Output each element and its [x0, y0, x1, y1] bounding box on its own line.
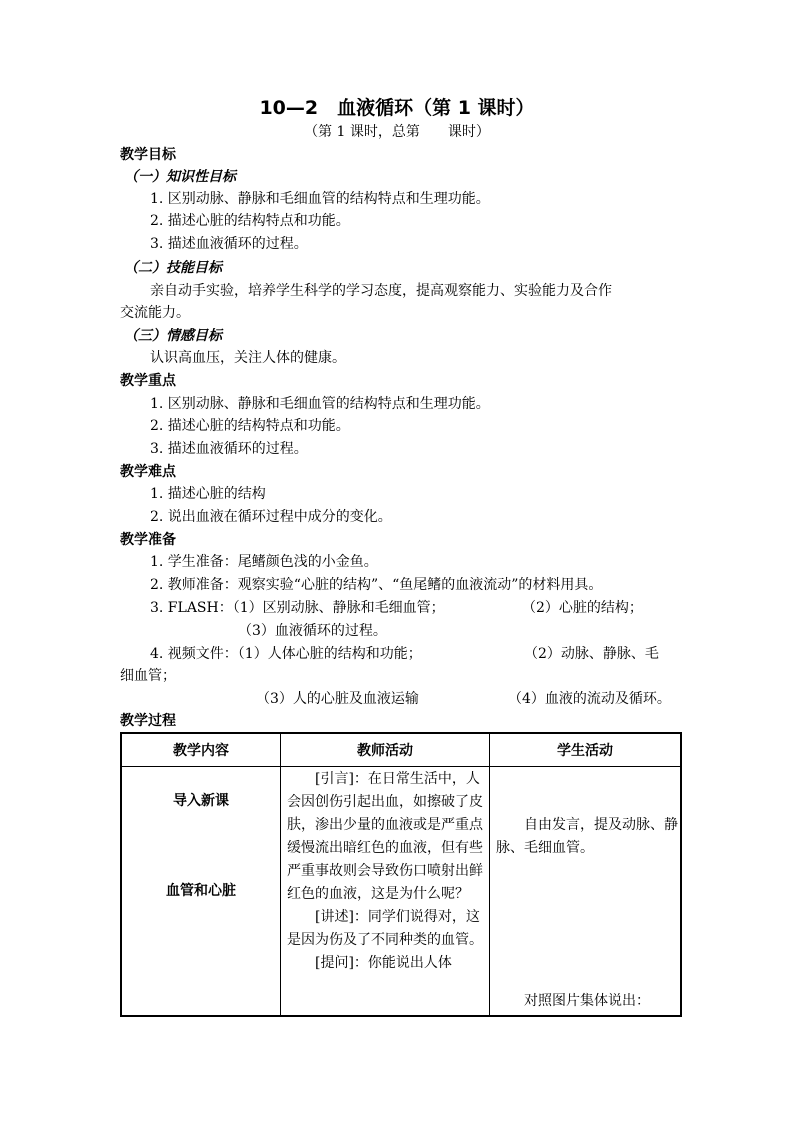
student-response-text	[496, 990, 678, 1013]
preparation-item-part: （2）动脉、静脉、毛	[524, 646, 659, 662]
student-response-text	[496, 814, 678, 860]
skill-objectives-text-cont: 交流能力。	[120, 305, 190, 321]
skill-objectives-text: 亲自动手实验，培养学生科学的学习态度，提高观察能力、实验能力及合作	[150, 283, 612, 299]
preparation-item: 2. 教师准备：观察实验“心脏的结构”、“鱼尾鳍的血液流动”的材料用具。	[150, 577, 603, 593]
preparation-item: 1. 学生准备：尾鳍颜色浅的小金鱼。	[150, 554, 378, 570]
student-activity-cell	[490, 767, 682, 1017]
process-table	[120, 732, 682, 1017]
objectives-heading: 教学目标	[120, 147, 176, 163]
preparation-heading: 教学准备	[120, 532, 176, 548]
page-title: 10—2 血液循环（第 1 课时）	[259, 97, 535, 119]
column-header-student: 学生活动	[490, 733, 682, 767]
teacher-activity-cell	[281, 767, 490, 1017]
knowledge-objectives-heading: （一）知识性目标	[124, 169, 236, 185]
preparation-item-part: （2）心脏的结构；	[522, 600, 643, 616]
knowledge-item: 3. 描述血液循环的过程。	[150, 236, 308, 252]
student-response-paragraph: 对照图片集体说出：	[524, 993, 650, 1009]
column-header-content: 教学内容	[121, 733, 281, 767]
knowledge-item: 1. 区别动脉、静脉和毛细血管的结构特点和生理功能。	[150, 191, 490, 207]
column-header-teacher: 教师活动	[281, 733, 490, 767]
knowledge-item: 2. 描述心脏的结构特点和功能。	[150, 213, 350, 229]
key-point-item: 2. 描述心脏的结构特点和功能。	[150, 418, 350, 434]
emotion-objectives-heading: （三）情感目标	[124, 328, 222, 344]
student-response-paragraph: 自由发言，提及动脉、静脉、毛细血管。	[496, 817, 678, 856]
teacher-narration-paragraph: [讲述]：同学们说得对，这是因为伤及了不同种类的血管。	[287, 909, 483, 948]
key-point-item: 1. 区别动脉、静脉和毛细血管的结构特点和生理功能。	[150, 396, 490, 412]
preparation-item-part: （4）血液的流动及循环。	[508, 691, 671, 707]
difficulties-heading: 教学难点	[120, 464, 176, 480]
teacher-question-paragraph: [提问]：你能说出人体	[315, 955, 452, 971]
page-subtitle: （第 1 课时，总第 课时）	[304, 124, 490, 140]
topic-vessels-heart: 血管和心脏	[166, 883, 236, 899]
teacher-activity-text	[287, 768, 485, 975]
preparation-item: 4. 视频文件：（1）人体心脏的结构和功能；	[150, 646, 422, 662]
preparation-item-part: （3）人的心脏及血液运输	[256, 691, 419, 707]
difficulty-item: 2. 说出血液在循环过程中成分的变化。	[150, 509, 392, 525]
table-header-row	[121, 733, 681, 767]
teacher-intro-paragraph: [引言]：在日常生活中，人会因创伤引起出血，如擦破了皮肤，渗出少量的血液或是严重点缓慢流出暗红色的血液，但有些严重事故则会导致伤口喷射出鲜红色的血液，这是为什么呢？	[287, 771, 483, 902]
emotion-objectives-text: 认识高血压，关注人体的健康。	[150, 350, 346, 366]
skill-objectives-heading: （二）技能目标	[124, 260, 222, 276]
table-row	[121, 767, 681, 1017]
key-points-heading: 教学重点	[120, 373, 176, 389]
preparation-item: 3. FLASH：（1）区别动脉、静脉和毛细血管；	[150, 600, 445, 616]
topic-intro: 导入新课	[173, 793, 229, 809]
preparation-item-part: 细血管；	[120, 668, 176, 684]
key-point-item: 3. 描述血液循环的过程。	[150, 441, 308, 457]
process-heading: 教学过程	[120, 713, 176, 729]
topic-cell	[121, 767, 281, 1017]
difficulty-item: 1. 描述心脏的结构	[150, 486, 266, 502]
preparation-item-part: （3）血液循环的过程。	[238, 623, 387, 639]
